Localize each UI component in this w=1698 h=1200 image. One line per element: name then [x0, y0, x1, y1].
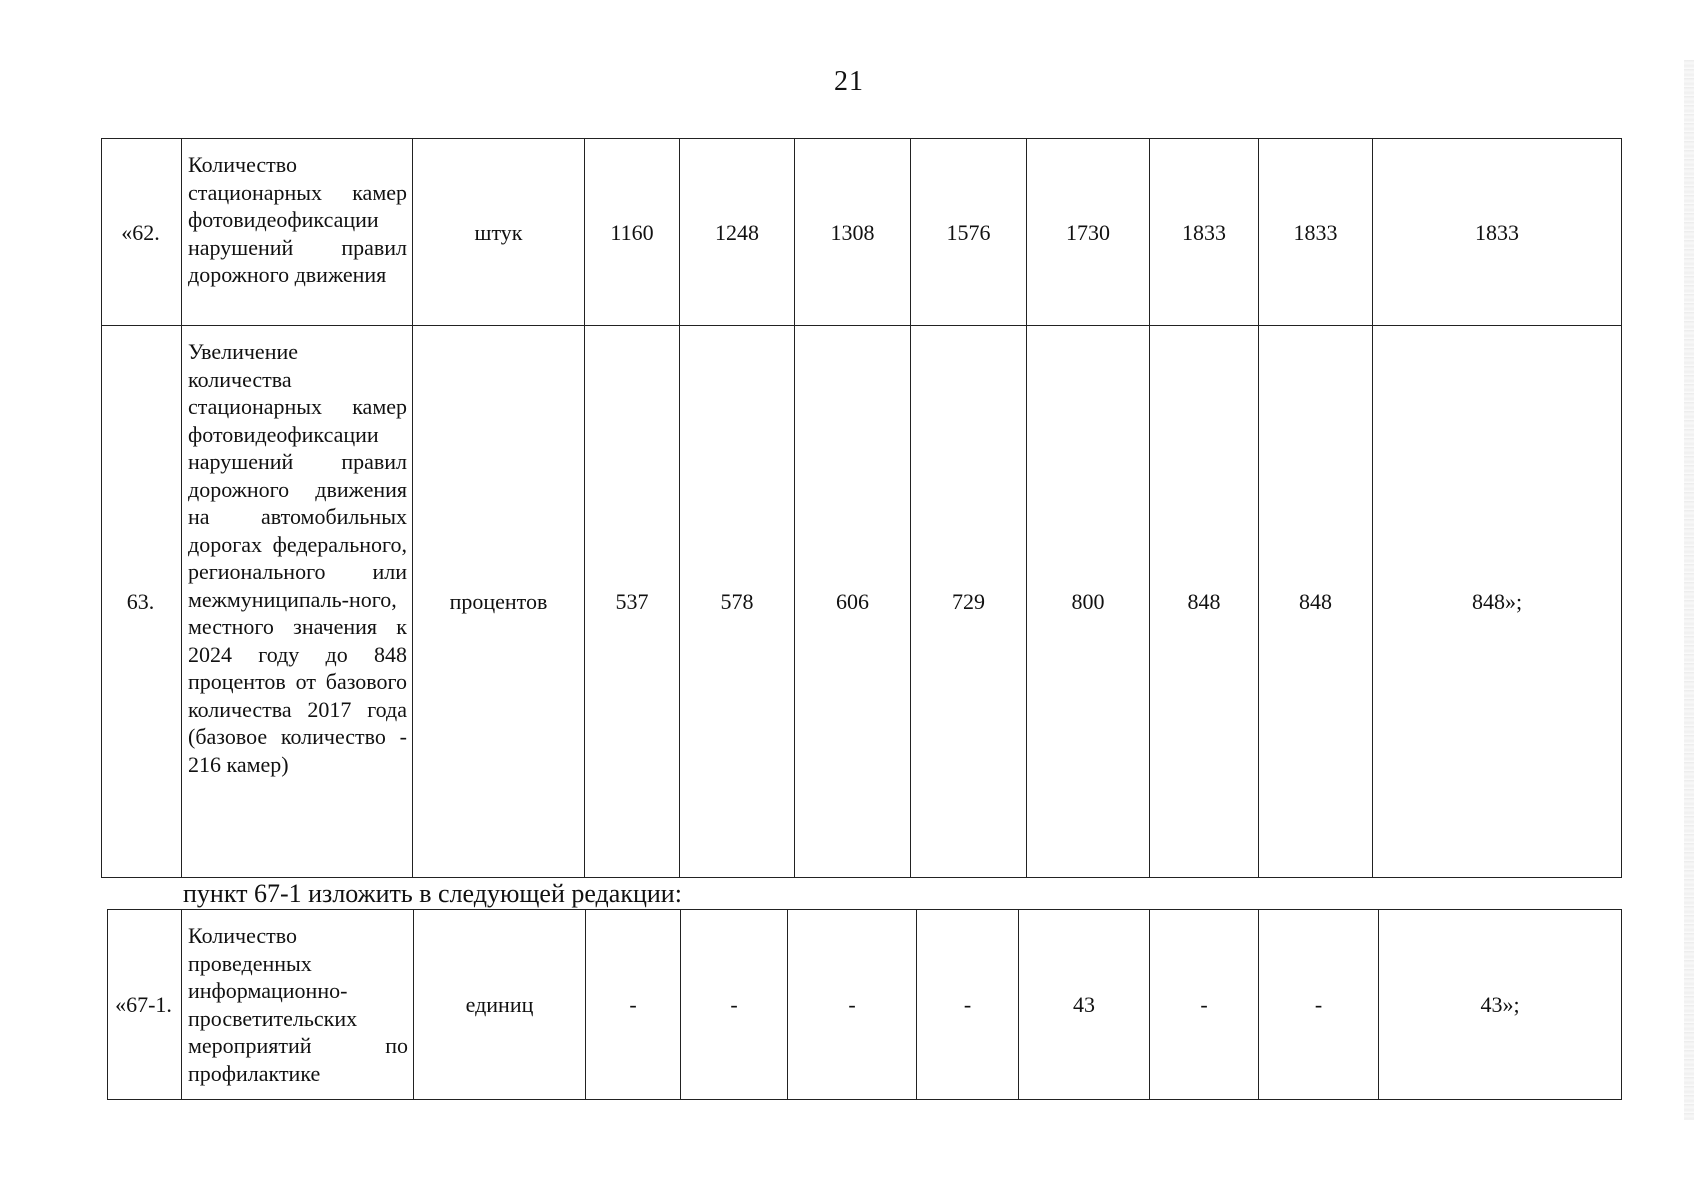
row-value: 848»;: [1373, 326, 1622, 878]
row-value: 1833: [1150, 139, 1259, 326]
row-value: -: [788, 910, 917, 1100]
row-description: Количество стационарных камер фотовидеофиксации нарушений правил дорожного движения: [182, 139, 413, 326]
row-description: Количество проведенных информационно-просветительских мероприятий по профилактике: [182, 910, 414, 1100]
row-number: «62.: [102, 139, 182, 326]
indicators-table: [101, 138, 1622, 878]
table-row: [108, 910, 1622, 1100]
row-value: 606: [795, 326, 911, 878]
row-number: 63.: [102, 326, 182, 878]
row-value: 1833: [1373, 139, 1622, 326]
row-value: 1160: [585, 139, 680, 326]
row-value: 1730: [1027, 139, 1150, 326]
row-value: 43»;: [1379, 910, 1622, 1100]
row-value: -: [1259, 910, 1379, 1100]
table-row: [102, 139, 1622, 326]
row-unit: процентов: [413, 326, 585, 878]
row-value: 43: [1019, 910, 1150, 1100]
row-value: -: [586, 910, 681, 1100]
page-number: 21: [834, 66, 864, 97]
row-value: 729: [911, 326, 1027, 878]
row-value: 800: [1027, 326, 1150, 878]
row-unit: штук: [413, 139, 585, 326]
row-unit: единиц: [414, 910, 586, 1100]
row-value: 848: [1150, 326, 1259, 878]
row-number: «67-1.: [108, 910, 182, 1100]
row-description: Увеличение количества стационарных камер фотовидеофиксации нарушений правил дорожного движения на автомобильных дорогах федерального, регионального или межмуниципаль-ного, местного значения к 2024 году до 848 процентов от базового количества 2017 года (базовое количество - 216 камер): [182, 326, 413, 878]
indicators-table-amendment: [107, 909, 1622, 1100]
row-value: 578: [680, 326, 795, 878]
row-value: 1576: [911, 139, 1027, 326]
row-value: -: [917, 910, 1019, 1100]
scan-edge-artifact: [1684, 60, 1694, 1120]
table-row: [102, 326, 1622, 878]
row-value: 1833: [1259, 139, 1373, 326]
instruction-text: пункт 67-1 изложить в следующей редакции:: [183, 879, 682, 908]
row-value: 1308: [795, 139, 911, 326]
row-value: -: [681, 910, 788, 1100]
row-value: 1248: [680, 139, 795, 326]
row-value: 537: [585, 326, 680, 878]
row-value: 848: [1259, 326, 1373, 878]
row-value: -: [1150, 910, 1259, 1100]
